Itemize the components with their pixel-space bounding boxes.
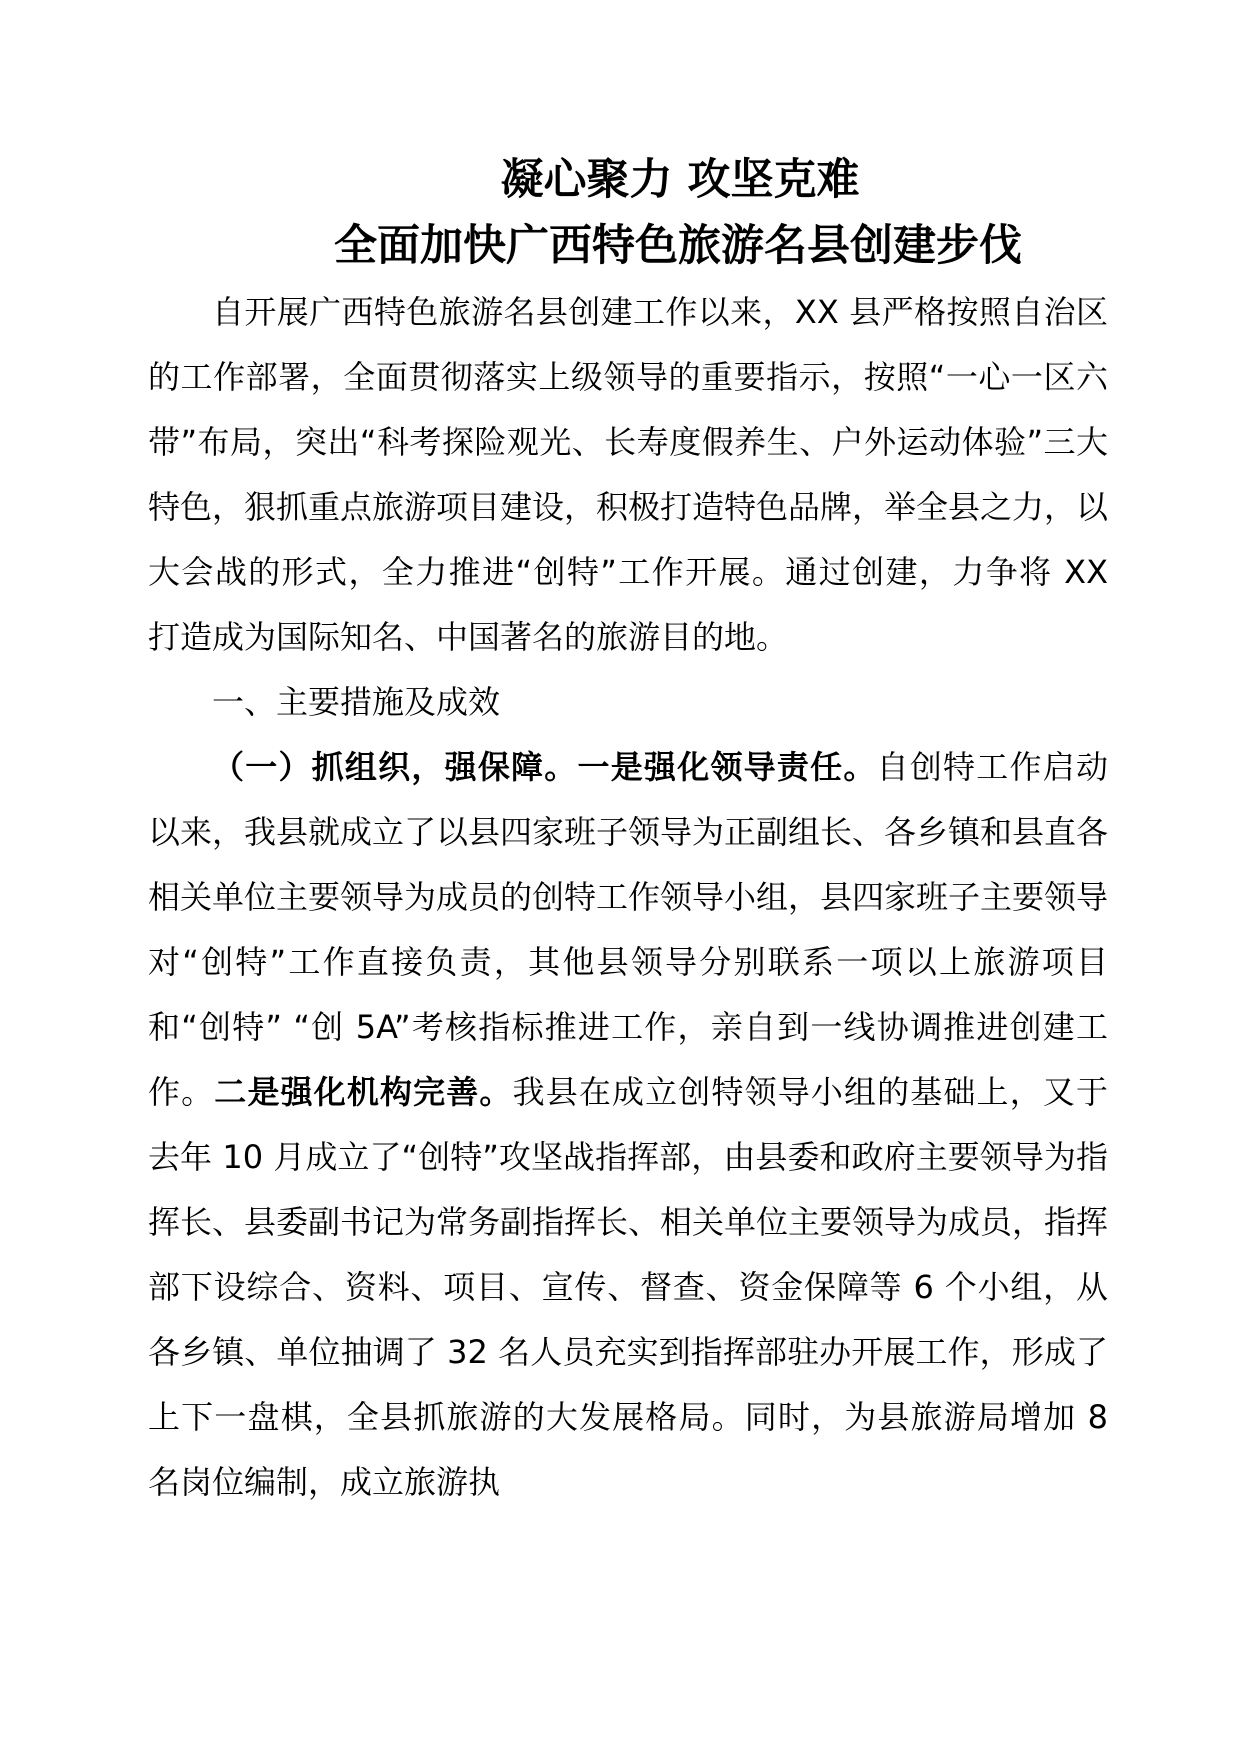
point-2-text: 我县在成立创特领导小组的基础上，又于去年 10 月成立了“创特”攻坚战指挥部，由县委和政府主要领导为指挥长、县委副书记为常务副指挥长、相关单位主要领导为成员，指挥部下设综合、资料、项目、宣传、督查、资金保障等 6 个小组，从各乡镇、单位抽调了 32 名人员充实到指挥部驻办开展工作，形成了上下一盘棋，全县抓旅游的大发展格局。同时，为县旅游局增加 8 名岗位编制，成立旅游执 [148, 1073, 1109, 1501]
intro-paragraph: 自开展广西特色旅游名县创建工作以来，XX 县严格按照自治区的工作部署，全面贯彻落实上级领导的重要指示，按照“一心一区六带”布局，突出“科考探险观光、长寿度假养生、户外运动体验”三大特色，狠抓重点旅游项目建设，积极打造特色品牌，举全县之力，以大会战的形式，全力推进“创特”工作开展。通过创建，力争将 XX 打造成为国际知名、中国著名的旅游目的地。 [148, 293, 1109, 656]
section-heading: 一、主要措施及成效 [212, 683, 501, 721]
point-1-text: 自创特工作启动以来，我县就成立了以县四家班子领导为正副组长、各乡镇和县直各相关单位主要领导为成员的创特工作领导小组，县四家班子主要领导对“创特”工作直接负责，其他县领导分别联系一项以上旅游项目和“创特” “创 5A”考核指标推进工作，亲自到一线协调推进创建工作。 [148, 748, 1109, 1111]
subsection-heading: （一）抓组织，强保障。 [212, 748, 578, 786]
point-1-title: 一是强化领导责任。 [577, 748, 877, 786]
title-line-2: 全面加快广西特色旅游名县创建步伐 [334, 221, 1022, 271]
document-body [148, 280, 1108, 1515]
point-2-title: 二是强化机构完善。 [214, 1073, 513, 1111]
measures-paragraph [148, 735, 1108, 1515]
title-line-1: 凝心聚力 攻坚克难 [500, 155, 860, 205]
